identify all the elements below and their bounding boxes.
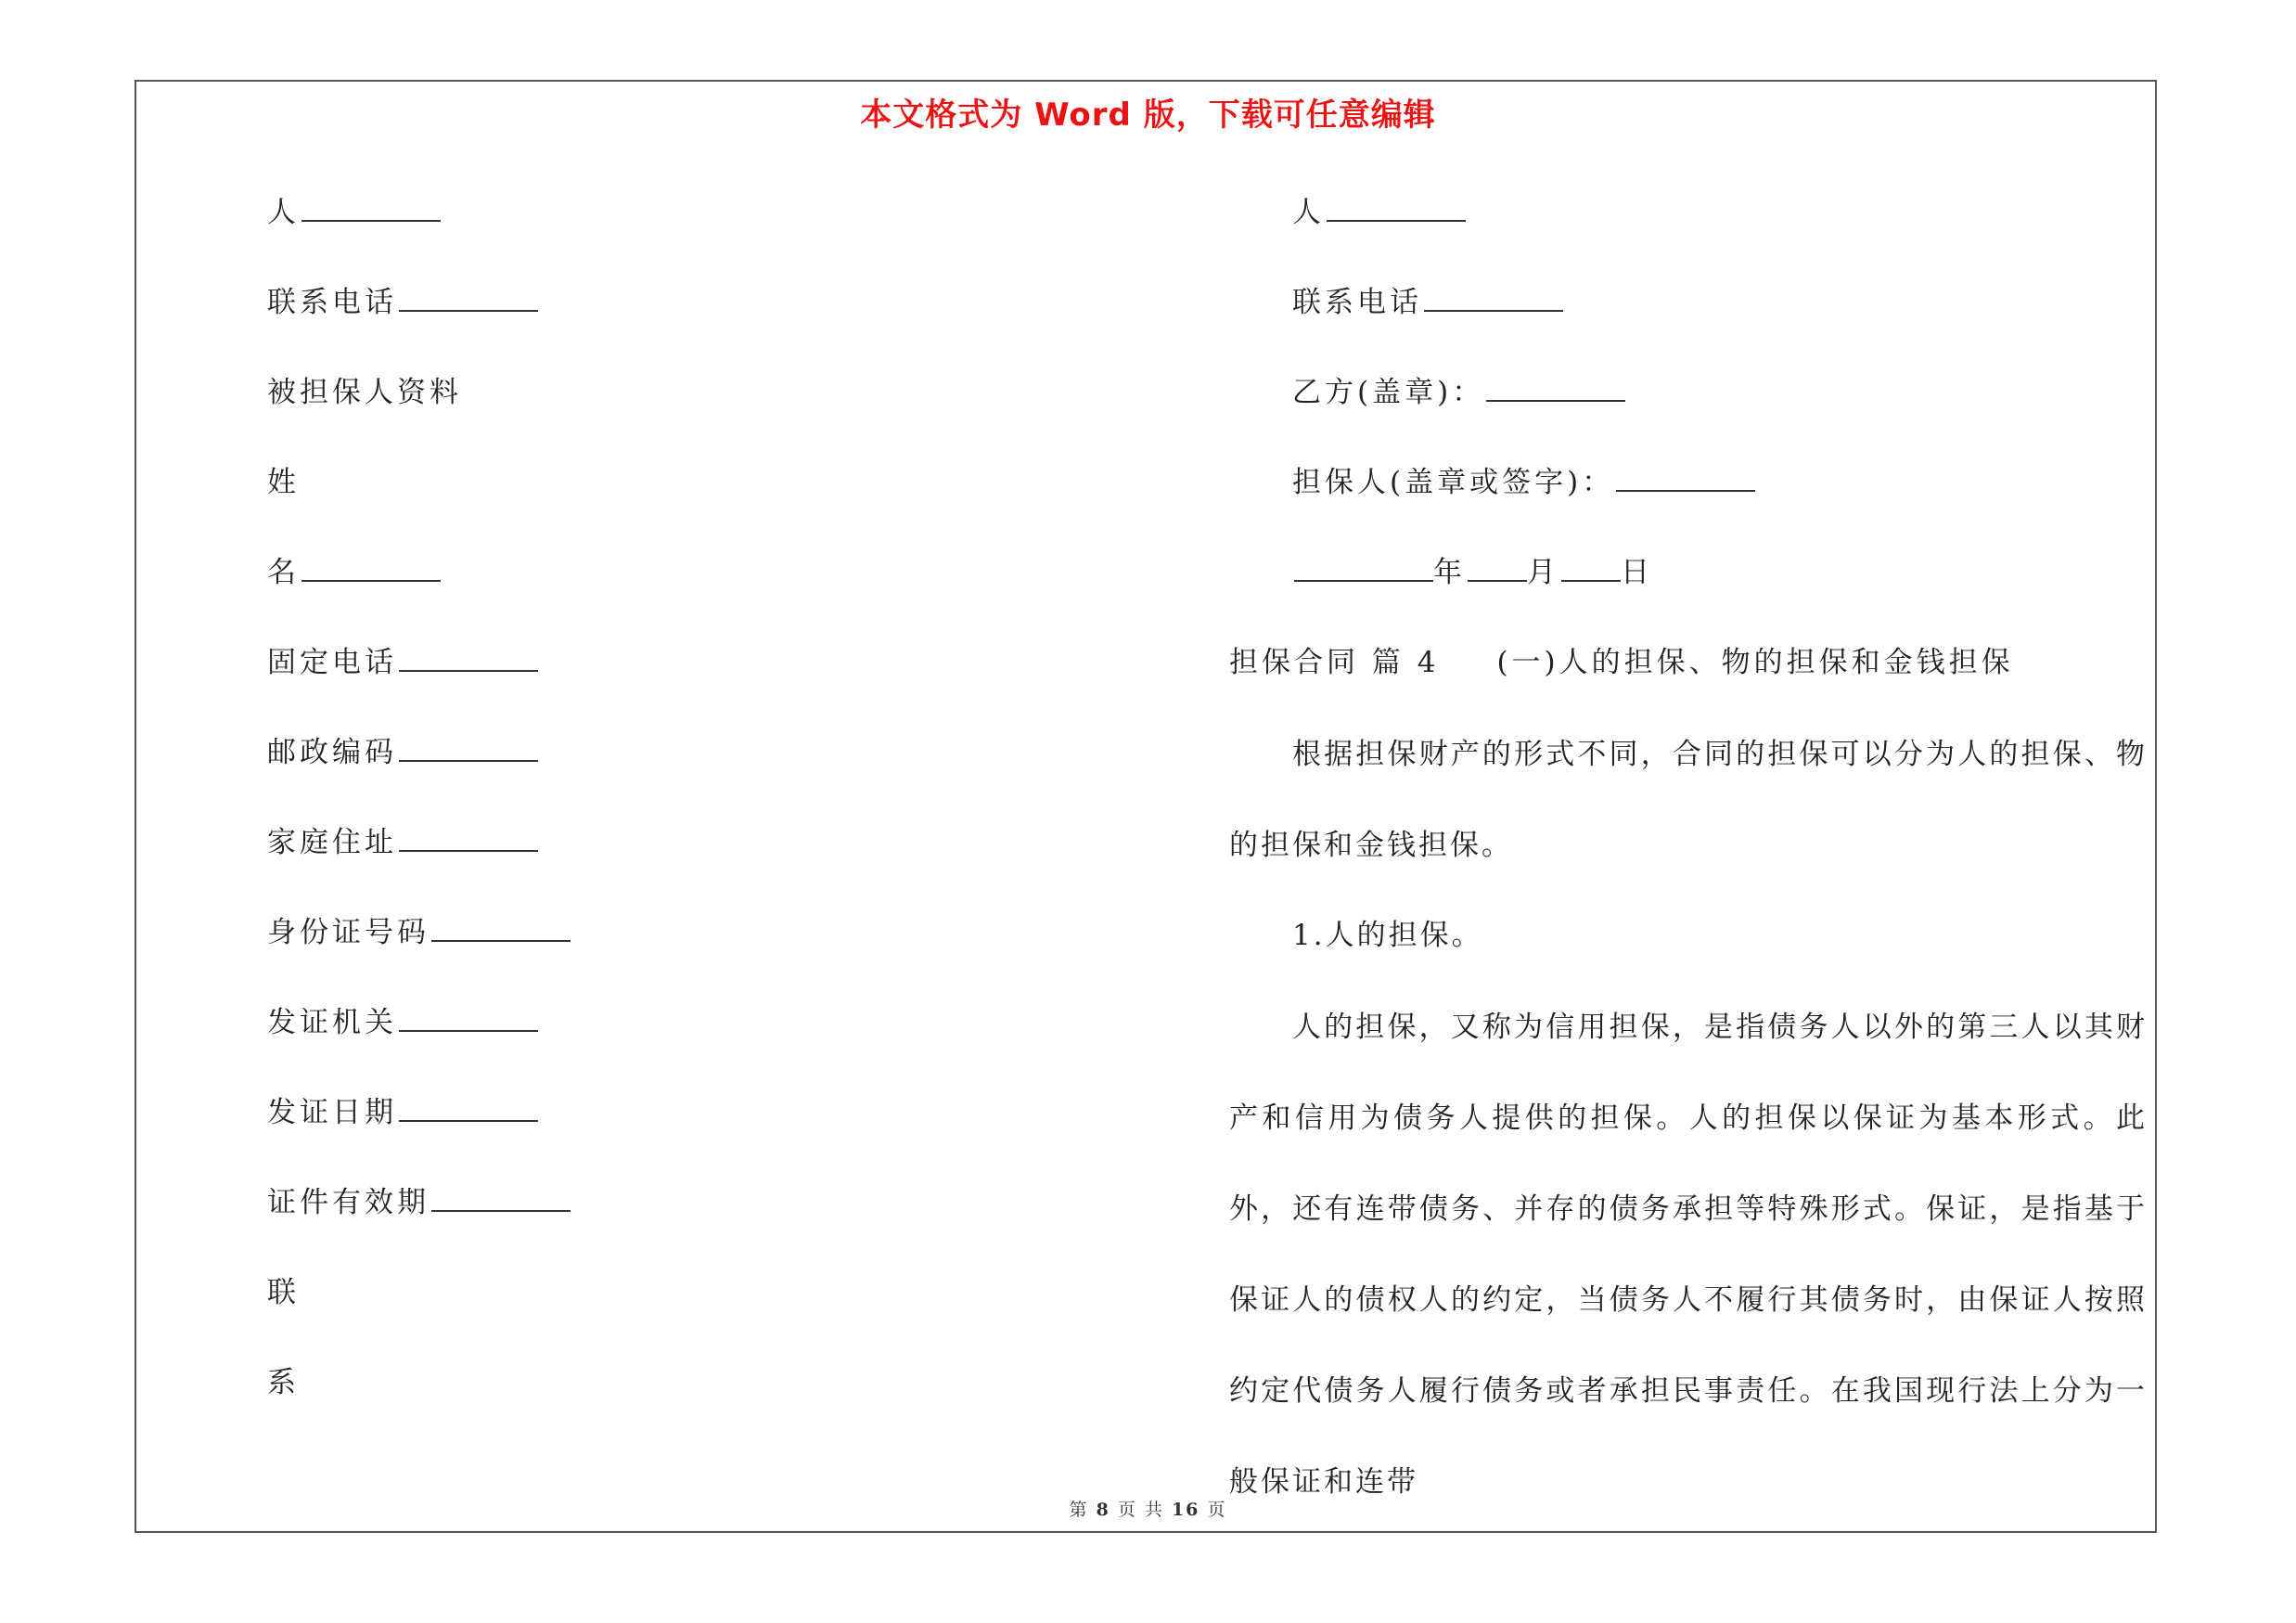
- blank-line: [1424, 284, 1563, 312]
- field-guarantor-signature: 担保人(盖章或签字)：: [1292, 464, 1755, 501]
- field-contact-char-2: 系: [267, 1366, 300, 1399]
- blank-line: [399, 1004, 538, 1032]
- section-heading: [1229, 644, 2014, 681]
- field-home-address: 家庭住址: [267, 824, 538, 861]
- field-name: 名: [267, 554, 441, 591]
- blank-line: [399, 644, 538, 672]
- date-line: 年 月 日: [1292, 554, 1653, 591]
- paragraph-personal-guarantee: 人的担保，又称为信用担保，是指债务人以外的第三人以其财产和信用为债务人提供的担保。人的担保以保证为基本形式。此外，还有连带债务、并存的债务承担等特殊形式。保证，是指基于保证人的债权人的约定，当债务人不履行其债务时，由保证人按照约定代债务人履行债务或者承担民事责任。在我国现行法上分为一般保证和连带: [1229, 1011, 2148, 1499]
- blank-line: [431, 914, 571, 942]
- blank-month: [1468, 554, 1527, 582]
- field-party-b-seal: 乙方(盖章)：: [1292, 374, 1625, 411]
- blank-line: [399, 1094, 538, 1122]
- section-subtitle: (一)人的担保、物的担保和金钱担保: [1496, 646, 2014, 679]
- blank-line: [399, 284, 538, 312]
- field-issue-date: 发证日期: [267, 1094, 538, 1131]
- field-surname: 姓: [267, 466, 300, 499]
- field-id-number: 身份证号码: [267, 914, 571, 951]
- field-contact-phone-right: 联系电话: [1292, 284, 1563, 321]
- sub-heading-personal-guarantee: 1.人的担保。: [1292, 919, 1483, 952]
- field-contact-phone: 联系电话: [267, 284, 538, 321]
- field-guarantor-person-right: 人: [1292, 194, 1466, 231]
- paragraph-guarantee-types: 根据担保财产的形式不同，合同的担保可以分为人的担保、物的担保和金钱担保。: [1229, 738, 2148, 862]
- word-format-banner: 本文格式为 Word 版，下载可任意编辑: [860, 97, 1436, 134]
- blank-line: [399, 734, 538, 762]
- blank-line: [399, 824, 538, 852]
- blank-line: [431, 1184, 571, 1212]
- blank-line: [301, 554, 441, 582]
- field-postal-code: 邮政编码: [267, 734, 538, 771]
- total-pages: 16: [1171, 1500, 1200, 1520]
- field-id-validity: 证件有效期: [267, 1184, 571, 1221]
- page-number-footer: 第 8 页 共 16 页: [1069, 1500, 1227, 1520]
- field-landline: 固定电话: [267, 644, 538, 681]
- current-page: 8: [1096, 1500, 1110, 1520]
- blank-line: [1327, 194, 1466, 222]
- blank-line: [1486, 374, 1625, 402]
- field-contact-char-1: 联: [267, 1276, 300, 1309]
- section-guaranteed-person-info: 被担保人资料: [267, 376, 462, 409]
- blank-day: [1561, 554, 1621, 582]
- field-guarantor-person: 人: [267, 194, 441, 231]
- blank-year: [1294, 554, 1433, 582]
- blank-line: [301, 194, 441, 222]
- field-issuing-authority: 发证机关: [267, 1004, 538, 1041]
- section-title: 担保合同 篇 4: [1229, 646, 1440, 679]
- blank-line: [1616, 464, 1755, 492]
